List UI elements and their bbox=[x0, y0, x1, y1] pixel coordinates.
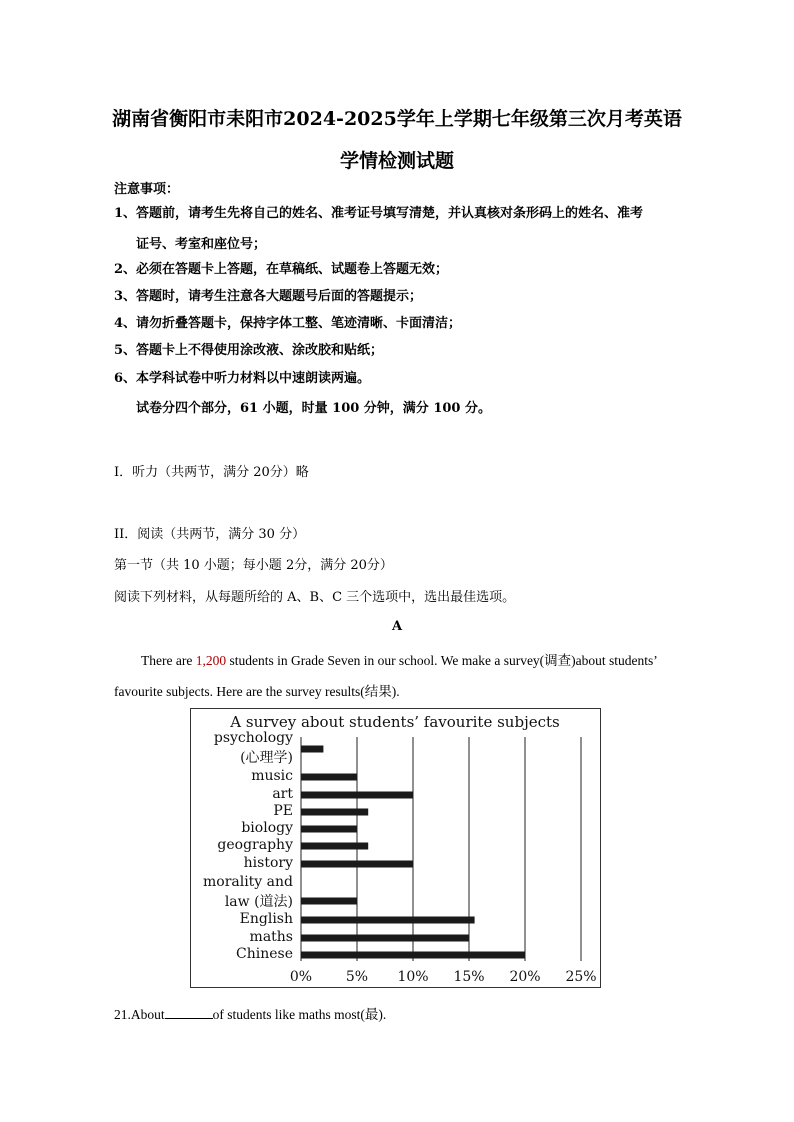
x-tick-label: 0% bbox=[289, 969, 313, 985]
note-item bbox=[114, 370, 370, 388]
bar bbox=[301, 826, 357, 833]
category-label: maths bbox=[249, 929, 293, 945]
bar bbox=[301, 774, 357, 781]
note-number: 1、 bbox=[114, 206, 137, 221]
exam-title-line1: 湖南省衡阳市耒阳市2024-2025学年上学期七年级第三次月考英语 bbox=[112, 108, 682, 130]
survey-chart bbox=[190, 708, 601, 988]
reading-instruction: 阅读下列材料，从每题所给的 A、B、C 三个选项中，选出最佳选项。 bbox=[114, 590, 516, 605]
x-tick-label: 25% bbox=[565, 969, 597, 985]
bar bbox=[301, 917, 475, 924]
note-item bbox=[114, 342, 383, 360]
note-number: 3、 bbox=[114, 289, 137, 304]
category-label: English bbox=[239, 911, 293, 927]
answer-blank[interactable] bbox=[165, 1006, 213, 1019]
category-label: Chinese bbox=[236, 946, 293, 962]
section-listening: I．听力（共两节，满分 20分）略 bbox=[114, 465, 309, 480]
note-item bbox=[114, 205, 643, 223]
note-text: 答题前，请考生先将自己的姓名、准考证号填写清楚，并认真核对条形码上的姓名、准考 bbox=[136, 206, 644, 221]
note-text: 答题时，请考生注意各大题题号后面的答题提示； bbox=[136, 289, 423, 304]
bar bbox=[301, 898, 357, 905]
section-reading-part1: 第一节（共 10 小题；每小题 2分，满分 20分） bbox=[114, 558, 393, 573]
question-text: of students like maths most(最). bbox=[212, 1007, 387, 1022]
passage-text: students in Grade Seven in our school. We make a survey(调查)about students’ bbox=[226, 653, 658, 668]
passage-line2: favourite subjects. Here are the survey results(结果). bbox=[114, 684, 400, 699]
category-label: psychology bbox=[213, 730, 293, 746]
x-tick-label: 20% bbox=[509, 969, 541, 985]
section-reading: II．阅读（共两节，满分 30 分） bbox=[114, 527, 306, 542]
chart-title: A survey about students’ favourite subjects bbox=[230, 713, 560, 731]
note-item bbox=[114, 315, 461, 333]
bar bbox=[301, 792, 413, 799]
question-21 bbox=[114, 1003, 386, 1023]
category-label: art bbox=[272, 786, 293, 802]
bar bbox=[301, 843, 368, 850]
bar bbox=[301, 952, 525, 959]
notes-heading: 注意事项： bbox=[114, 182, 180, 197]
bar bbox=[301, 809, 368, 816]
category-label: biology bbox=[241, 820, 293, 836]
x-tick-label: 15% bbox=[453, 969, 485, 985]
note-text: 请勿折叠答题卡，保持字体工整、笔迹清晰、卡面清洁； bbox=[136, 316, 462, 331]
passage-line1 bbox=[141, 649, 658, 669]
note-number: 4、 bbox=[114, 316, 137, 331]
bar bbox=[301, 746, 323, 753]
note-text: 必须在答题卡上答题，在草稿纸、试题卷上答题无效； bbox=[136, 262, 449, 277]
x-tick-label: 5% bbox=[345, 969, 369, 985]
exam-title-line2: 学情检测试题 bbox=[339, 150, 454, 172]
category-label: PE bbox=[273, 803, 293, 819]
survey-chart-svg bbox=[191, 709, 599, 986]
bar bbox=[301, 935, 469, 942]
category-label: morality and bbox=[202, 874, 293, 890]
note-item bbox=[114, 261, 448, 279]
note-continuation: 证号、考室和座位号； bbox=[136, 237, 267, 252]
category-label: law (道法) bbox=[224, 894, 293, 910]
note-text: 本学科试卷中听力材料以中速朗读两遍。 bbox=[136, 371, 371, 386]
note-number: 5、 bbox=[114, 343, 137, 358]
x-tick-label: 10% bbox=[397, 969, 429, 985]
note-number: 2、 bbox=[114, 262, 137, 277]
category-label: (心理学) bbox=[240, 750, 293, 766]
note-item bbox=[114, 288, 422, 306]
notes-summary: 试卷分四个部分，61 小题，时量 100 分钟，满分 100 分。 bbox=[136, 401, 491, 416]
category-label: history bbox=[243, 855, 293, 871]
category-label: geography bbox=[217, 837, 293, 853]
question-text: 21.About bbox=[114, 1007, 165, 1022]
passage-label: A bbox=[391, 619, 403, 634]
category-label: music bbox=[251, 768, 293, 784]
student-count: 1,200 bbox=[195, 653, 227, 668]
note-text: 答题卡上不得使用涂改液、涂改胶和贴纸； bbox=[136, 343, 384, 358]
bar bbox=[301, 861, 413, 868]
note-number: 6、 bbox=[114, 371, 137, 386]
passage-text: There are bbox=[141, 653, 196, 668]
